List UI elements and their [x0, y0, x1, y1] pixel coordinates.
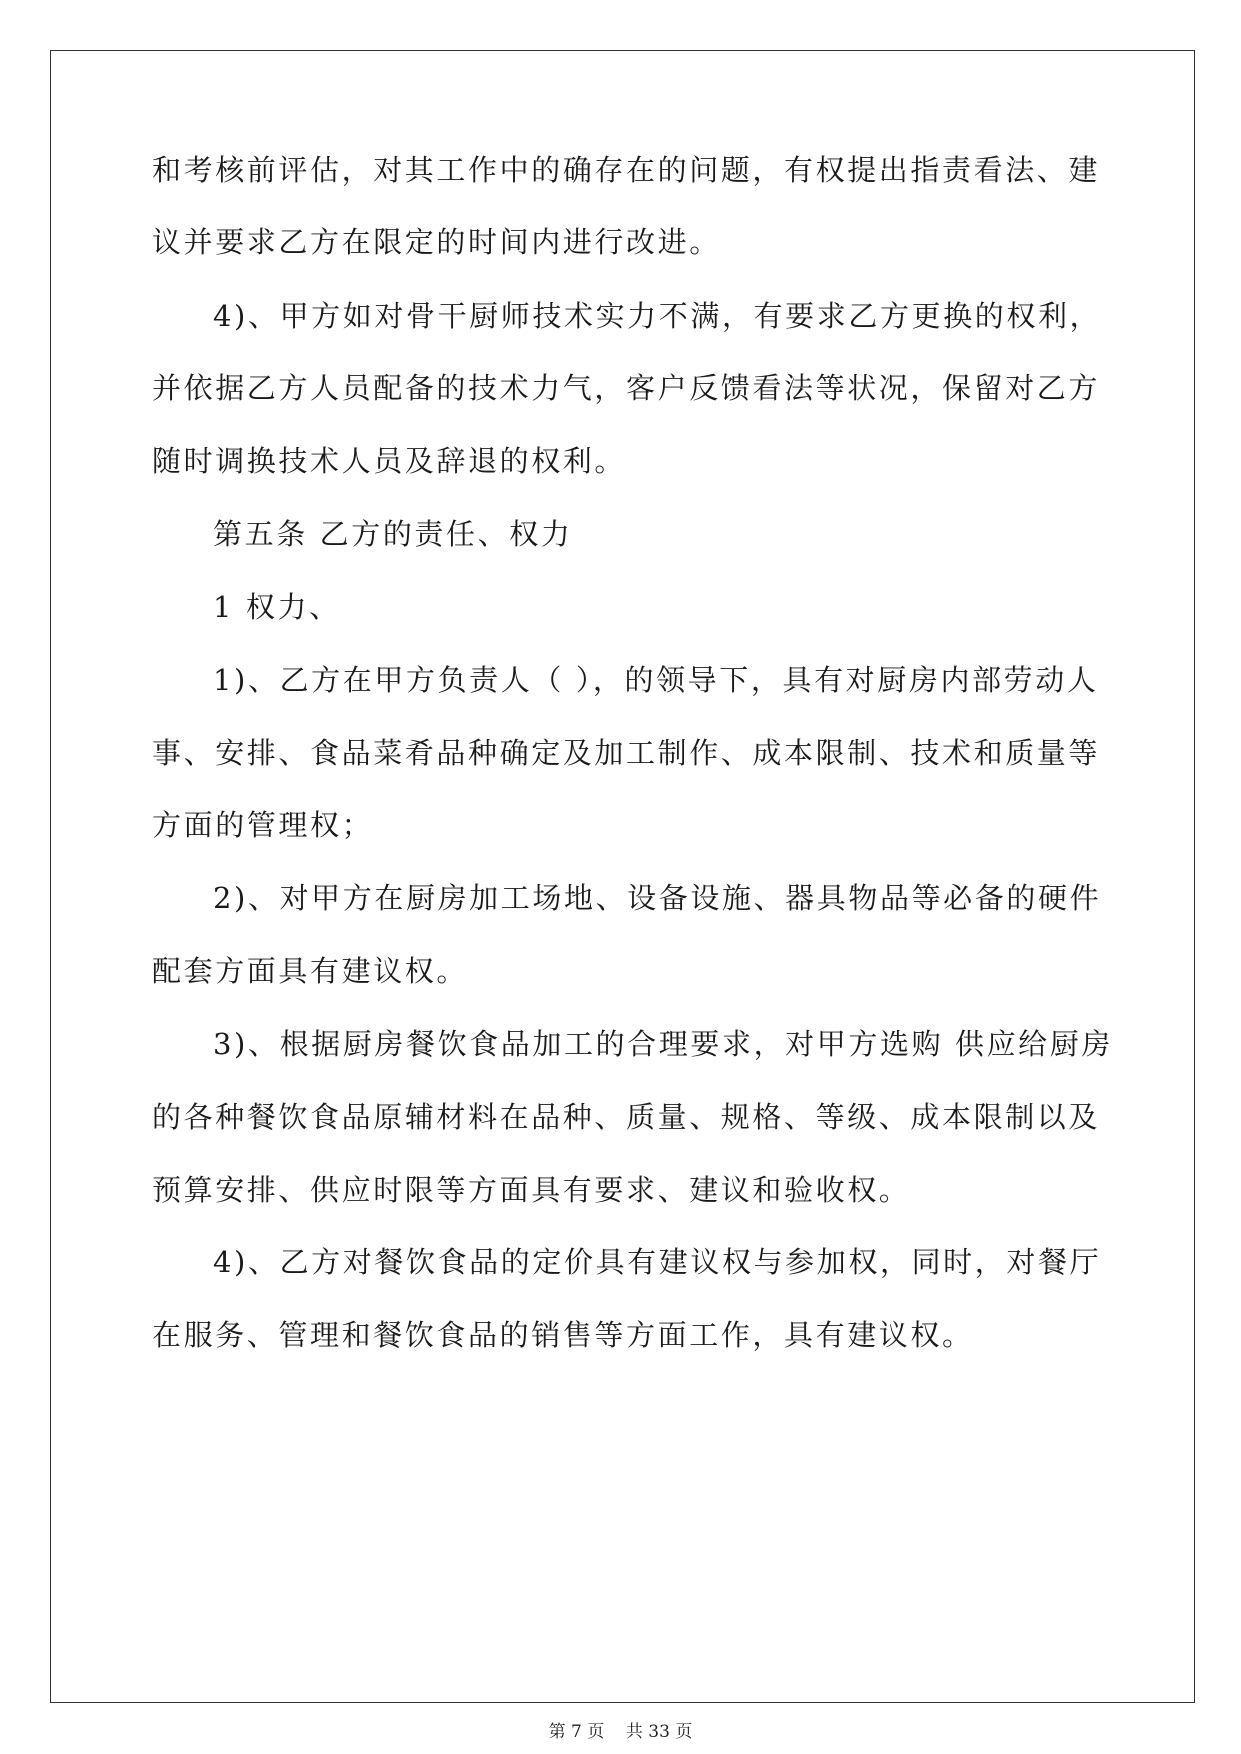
text-line: 的各种餐饮食品原辅材料在品种、质量、规格、等级、成本限制以及: [152, 1100, 1101, 1134]
page-number-footer: 第 7 页 共 33 页: [548, 1722, 693, 1742]
text-line: 2)、对甲方在厨房加工场地、设备设施、器具物品等必备的硬件: [213, 881, 1102, 915]
subsection-heading: 1 权力、: [213, 590, 341, 624]
text-line: 随时调换技术人员及辞退的权利。: [152, 444, 627, 478]
text-line: 配套方面具有建议权。: [152, 954, 469, 988]
text-line: 1)、乙方在甲方负责人（ ），的领导下，具有对厨房内部劳动人: [213, 663, 1099, 697]
text-line: 4)、乙方对餐饮食品的定价具有建议权与参加权，同时，对餐厅: [213, 1245, 1102, 1279]
text-line: 方面的管理权；: [152, 808, 374, 842]
text-line: 在服务、管理和餐饮食品的销售等方面工作，具有建议权。: [152, 1318, 974, 1352]
text-line: 预算安排、供应时限等方面具有要求、建议和验收权。: [152, 1173, 911, 1207]
text-line: 和考核前评估，对其工作中的确存在的问题，有权提出指责看法、建: [152, 153, 1101, 187]
text-line: 4)、甲方如对骨干厨师技术实力不满，有要求乙方更换的权利，: [213, 299, 1102, 333]
text-line: 3)、根据厨房餐饮食品加工的合理要求，对甲方选购 供应给厨房: [213, 1027, 1113, 1061]
text-line: 并依据乙方人员配备的技术力气，客户反馈看法等状况，保留对乙方: [152, 371, 1101, 405]
text-line: 事、安排、食品菜肴品种确定及加工制作、成本限制、技术和质量等: [152, 736, 1101, 770]
section-heading: 第五条 乙方的责任、权力: [213, 517, 573, 551]
text-line: 议并要求乙方在限定的时间内进行改进。: [152, 225, 721, 259]
